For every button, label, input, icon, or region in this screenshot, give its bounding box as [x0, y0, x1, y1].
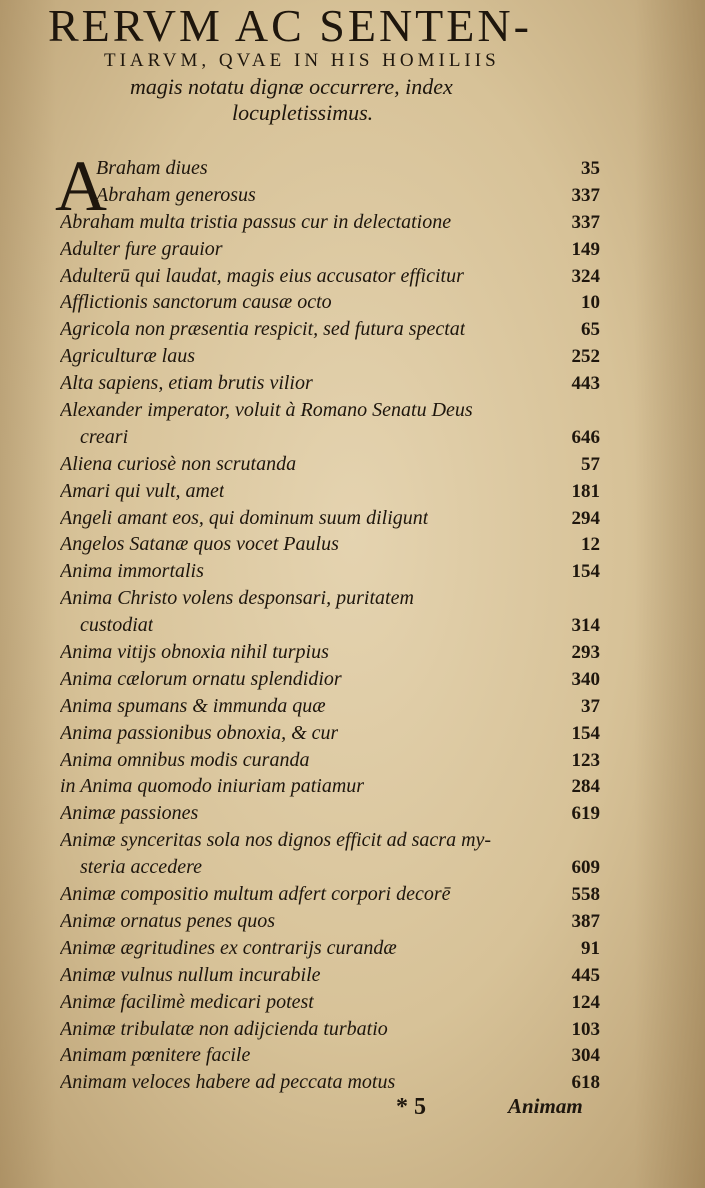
index-entry-page: 181: [571, 480, 600, 502]
index-entry-text: in Anima quomodo iniuriam patiamur: [60, 775, 365, 798]
index-entry-text: Agricola non præsentia respicit, sed futura spectat: [60, 318, 466, 341]
index-entry-text: Animæ synceritas sola nos dignos efficit ad sacra my-: [60, 829, 492, 852]
index-entry-page: 558: [571, 884, 600, 906]
index-entry: [60, 209, 600, 236]
index-entry-page: 387: [571, 910, 600, 932]
index-entry-text: Aliena curiosè non scrutanda: [60, 452, 297, 475]
index-entry: [60, 316, 600, 343]
index-subtitle-line-2: locupletissimus.: [232, 100, 374, 125]
index-entry-text: Anima Christo volens desponsari, puritatem: [60, 587, 414, 610]
index-entry: [60, 182, 600, 209]
index-entry: [60, 693, 600, 720]
index-entry: [60, 612, 600, 639]
index-entry-page: 37: [581, 695, 600, 717]
index-entry: [60, 666, 600, 693]
drop-cap: A: [55, 146, 107, 226]
index-entry-text: Anima spumans & immunda quæ: [60, 694, 326, 717]
index-entry: [60, 1042, 600, 1069]
index-entry-page: 609: [571, 857, 600, 879]
index-entry-text: Animam veloces habere ad peccata motus: [60, 1071, 396, 1094]
index-entry: [60, 397, 600, 424]
index-entry: [60, 989, 600, 1016]
index-entry-page: 314: [571, 615, 600, 637]
index-entry-text: Alta sapiens, etiam brutis vilior: [60, 372, 313, 395]
index-entry: [60, 908, 600, 935]
index-entry-page: 284: [571, 776, 600, 798]
index-entry-text: Animæ facilimè medicari potest: [60, 990, 314, 1013]
index-entry-text: Animæ vulnus nullum incurabile: [60, 963, 321, 986]
index-entry-text: Animam pœnitere facile: [60, 1044, 251, 1067]
index-entry-page: 445: [571, 964, 600, 986]
index-entry: [60, 720, 600, 747]
index-entry-text: Alexander imperator, voluit à Romano Senatu Deus: [60, 399, 473, 422]
index-entry-text: Animæ tribulatæ non adijcienda turbatio: [60, 1017, 388, 1040]
index-entry-page: 149: [571, 238, 600, 260]
index-entry-text: Braham diues: [96, 157, 208, 179]
catchword: Animam: [508, 1094, 583, 1118]
index-entry-page: 340: [571, 668, 600, 690]
index-entry: [60, 424, 600, 451]
index-entry-page: 324: [571, 265, 600, 287]
index-entry-page: 618: [571, 1072, 600, 1094]
index-entry-text: Afflictionis sanctorum causæ octo: [60, 291, 332, 314]
index-entry: [60, 935, 600, 962]
index-entry-page: 123: [571, 749, 600, 771]
index-entry: [60, 854, 600, 881]
index-entry: [60, 236, 600, 263]
index-entry: [60, 451, 600, 478]
index-entry-page: 154: [571, 722, 600, 744]
index-entry-page: 12: [581, 534, 600, 556]
index-entry-page: 91: [581, 937, 600, 959]
signature-mark: * 5: [396, 1094, 426, 1120]
index-entry-text: Angelos Satanæ quos vocet Paulus: [60, 533, 339, 556]
index-entry-text: Anima passionibus obnoxia, & cur: [60, 721, 339, 744]
index-entry-text: Animæ passiones: [60, 802, 199, 825]
index-entry-page: 65: [581, 319, 600, 341]
index-entry: [60, 639, 600, 666]
index-entry-page: 35: [581, 158, 600, 179]
index-entry-page: 154: [571, 561, 600, 583]
index-entry-page: 304: [571, 1045, 600, 1067]
index-entry: [60, 1016, 600, 1043]
index-entry: [60, 478, 600, 505]
index-entry-page: 619: [571, 803, 600, 825]
index-entry-text: Abraham multa tristia passus cur in delectatione: [60, 210, 452, 233]
index-entry-text: Animæ ornatus penes quos: [60, 909, 275, 932]
index-entry-text: Anima cælorum ornatu splendidior: [60, 667, 342, 690]
index-title: RERVM AC SENTEN-: [48, 0, 532, 51]
index-entry-page: 294: [571, 507, 600, 529]
index-entry: [60, 505, 600, 532]
index-entry-page: 646: [571, 426, 600, 448]
index-entry-text: steria accedere: [80, 856, 202, 879]
index-entry: [60, 881, 600, 908]
index-entry-page: 252: [571, 346, 600, 368]
index-entry-text: Adulter fure grauior: [60, 237, 223, 260]
index-entry-text: Angeli amant eos, qui dominum suum diligunt: [60, 506, 429, 529]
index-entry-text: Animæ compositio multum adfert corpori decorē: [60, 883, 451, 906]
index-entry-text: Abraham generosus: [96, 183, 256, 206]
index-entry: [60, 343, 600, 370]
index-entry-page: 124: [571, 991, 600, 1013]
index-entry: [60, 155, 600, 182]
index-entry: [60, 263, 600, 290]
index-entry: [60, 531, 600, 558]
index-subtitle: magis notatu dignæ occurrere, index: [130, 74, 453, 99]
index-entry-page: 337: [571, 184, 600, 206]
index-entry: [60, 747, 600, 774]
index-entry-text: creari: [80, 425, 129, 448]
index-entry-page: 57: [581, 453, 600, 475]
index-entry-page: 103: [571, 1018, 600, 1040]
index-entry-text: Adulterū qui laudat, magis eius accusator efficitur: [60, 264, 464, 287]
index-entry-list: [60, 155, 600, 1096]
index-title-line-2: TIARVM, QVAE IN HIS HOMILIIS: [104, 50, 500, 71]
index-entry: [60, 370, 600, 397]
index-entry: [60, 827, 600, 854]
index-entry-page: 293: [571, 642, 600, 664]
index-entry-text: Animæ ægritudines ex contrarijs curandæ: [60, 936, 397, 959]
index-entry: [60, 289, 600, 316]
index-entry: [60, 800, 600, 827]
index-entry: [60, 962, 600, 989]
index-entry: [60, 773, 600, 800]
index-entry: [60, 558, 600, 585]
index-entry-page: 337: [571, 211, 600, 233]
index-entry: [60, 1069, 600, 1096]
index-entry-text: Agriculturæ laus: [60, 345, 196, 368]
index-entry-page: 10: [581, 292, 600, 314]
index-entry-text: Anima omnibus modis curanda: [60, 748, 310, 771]
index-entry-text: Amari qui vult, amet: [60, 479, 225, 502]
index-entry-text: custodiat: [80, 614, 154, 637]
index-entry-text: Anima vitijs obnoxia nihil turpius: [60, 641, 329, 664]
index-entry-text: Anima immortalis: [60, 560, 204, 583]
index-entry-page: 443: [571, 373, 600, 395]
index-entry: [60, 585, 600, 612]
